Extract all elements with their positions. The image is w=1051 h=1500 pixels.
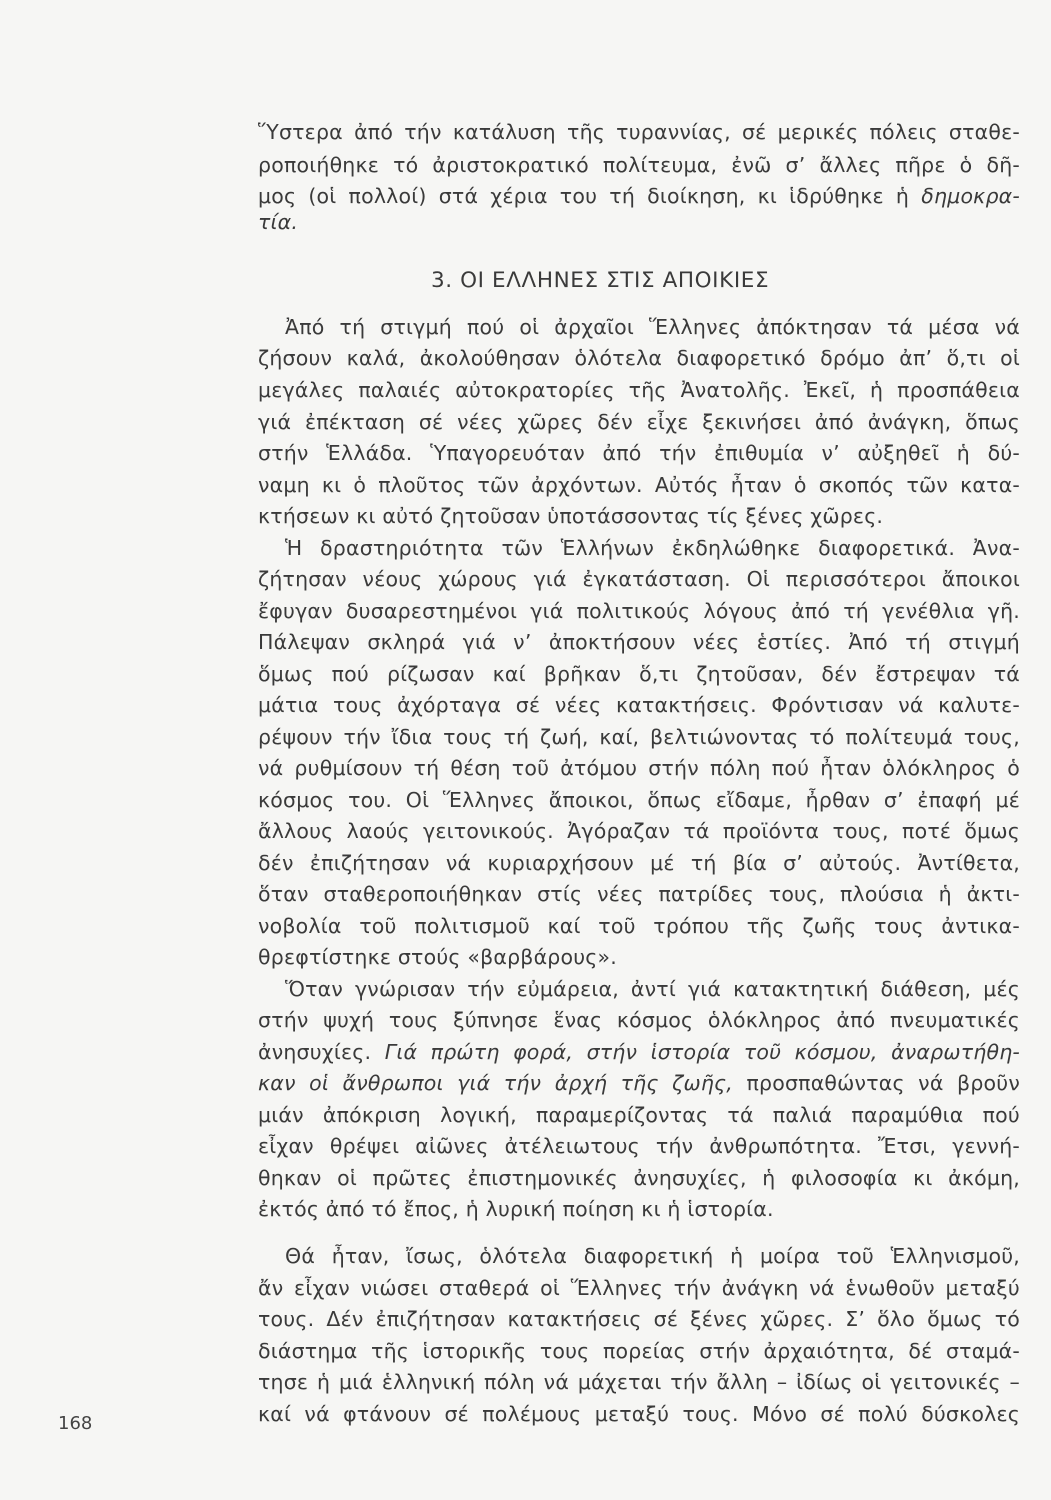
body-line-24-text: ἀνησυχίες. [258, 1040, 372, 1064]
body-line-5: στήν Ἑλλάδα. Ὑπαγορευόταν ἀπό τήν ἐπιθυμία ν’ αὐξηθεῖ ἡ δύ- [258, 441, 1020, 465]
body-line-8: Ἡ δραστηριότητα τῶν Ἑλλήνων ἐκδηλώθηκε διαφορετικά. Ἀνα- [285, 536, 1020, 560]
intro-line-1: Ὕστερα ἀπό τήν κατάλυση τῆς τυραννίας, σέ μερικές πόλεις σταθε- [258, 120, 1020, 144]
body-line-22: Ὅταν γνώρισαν τήν εὐμάρεια, ἀντί γιά κατακτητική διάθεση, μές [285, 977, 1020, 1001]
body-line-25-italic: καν οἱ ἄνθρωποι γιά τήν ἀρχή τῆς ζωῆς, [258, 1071, 733, 1095]
body-line-21: θρεφτίστηκε στούς «βαρβάρους». [258, 945, 617, 969]
body-line-24 [258, 1037, 1020, 1067]
intro-line-3-text: μος (οἱ πολλοί) στά χέρια του τή διοίκηση, κι ἱδρύθηκε ἡ [258, 184, 910, 208]
body-line-1: Ἀπό τή στιγμή πού οἱ ἀρχαῖοι Ἕλληνες ἀπόκτησαν τά μέσα νά [285, 315, 1020, 339]
intro-line-4 [258, 207, 1020, 237]
body-line-25-text: προσπαθώντας νά βροῦν [746, 1071, 1020, 1095]
body-line-12: ὅμως πού ρίζωσαν καί βρῆκαν ὅ,τι ζητοῦσαν, δέν ἔστρεψαν τά [258, 662, 1020, 686]
body-line-13: μάτια τους ἀχόρταγα σέ νέες κατακτήσεις. Φρόντισαν νά καλυτε- [258, 693, 1020, 717]
body-line-4: γιά ἐπέκταση σέ νέες χῶρες δέν εἶχε ξεκινήσει ἀπό ἀνάγκη, ὅπως [258, 410, 1020, 434]
body-line-24-italic: Γιά πρώτη φορά, στήν ἱστορία τοῦ κόσμου, ἀναρωτήθη- [384, 1040, 1020, 1064]
body-line-30: Θά ἦταν, ἴσως, ὁλότελα διαφορετική ἡ μοίρα τοῦ Ἑλληνισμοῦ, [285, 1244, 1020, 1268]
page-number: 168 [58, 1413, 93, 1434]
body-line-29: ἐκτός ἀπό τό ἔπος, ἡ λυρική ποίηση κι ἡ ἱστορία. [258, 1197, 774, 1221]
body-line-34: τησε ἡ μιά ἑλληνική πόλη νά μάχεται τήν ἄλλη – ἰδίως οἱ γειτονικές – [258, 1370, 1020, 1394]
body-line-27: εἶχαν θρέψει αἰῶνες ἀτέλειωτους τήν ἀνθρωπότητα. Ἔτσι, γεννή- [258, 1134, 1020, 1158]
body-line-11: Πάλεψαν σκληρά γιά ν’ ἀποκτήσουν νέες ἑστίες. Ἀπό τή στιγμή [258, 630, 1020, 654]
body-line-18: δέν ἐπιζήτησαν νά κυριαρχήσουν μέ τή βία σ’ αὐτούς. Ἀντίθετα, [258, 851, 1020, 875]
body-line-17: ἄλλους λαούς γειτονικούς. Ἀγόραζαν τά προϊόντα τους, ποτέ ὅμως [258, 819, 1020, 843]
intro-line-4-italic: τία. [258, 210, 299, 234]
body-line-2: ζήσουν καλά, ἀκολούθησαν ὁλότελα διαφορετικό δρόμο ἀπ’ ὅ,τι οἱ [258, 346, 1020, 370]
body-line-16: κόσμος του. Οἱ Ἕλληνες ἄποικοι, ὅπως εἴδαμε, ἦρθαν σ’ ἐπαφή μέ [258, 788, 1020, 812]
body-line-15: νά ρυθμίσουν τή θέση τοῦ ἀτόμου στήν πόλη πού ἦταν ὁλόκληρος ὁ [258, 756, 1020, 780]
intro-line-3-italic: δημοκρα- [921, 184, 1020, 208]
body-line-9: ζήτησαν νέους χώρους γιά ἐγκατάσταση. Οἱ περισσότεροι ἄποικοι [258, 567, 1020, 591]
body-line-23: στήν ψυχή τους ξύπνησε ἕνας κόσμος ὁλόκληρος ἀπό πνευματικές [258, 1008, 1020, 1032]
body-line-35: καί νά φτάνουν σέ πολέμους μεταξύ τους. Μόνο σέ πολύ δύσκολες [258, 1402, 1020, 1426]
body-line-3: μεγάλες παλαιές αὐτοκρατορίες τῆς Ἀνατολῆς. Ἐκεῖ, ἡ προσπάθεια [258, 378, 1020, 402]
body-line-28: θηκαν οἱ πρῶτες ἐπιστημονικές ἀνησυχίες, ἡ φιλοσοφία κι ἀκόμη, [258, 1166, 1020, 1190]
body-line-20: νοβολία τοῦ πολιτισμοῦ καί τοῦ τρόπου τῆς ζωῆς τους ἀντικα- [258, 914, 1020, 938]
body-line-14: ρέψουν τήν ἴδια τους τή ζωή, καί, βελτιώνοντας τό πολίτευμά τους, [258, 725, 1020, 749]
body-line-6: ναμη κι ὁ πλοῦτος τῶν ἀρχόντων. Αὐτός ἦταν ὁ σκοπός τῶν κατα- [258, 473, 1020, 497]
section-heading: 3. ΟΙ ΕΛΛΗΝΕΣ ΣΤΙΣ ΑΠΟΙΚΙΕΣ [431, 268, 770, 293]
body-line-26: μιάν ἀπόκριση λογική, παραμερίζοντας τά παλιά παραμύθια πού [258, 1103, 1020, 1127]
intro-line-2: ροποιήθηκε τό ἀριστοκρατικό πολίτευμα, ἐνῶ σ’ ἄλλες πῆρε ὁ δῆ- [258, 153, 1020, 177]
body-line-33: διάστημα τῆς ἱστορικῆς τους πορείας στήν ἀρχαιότητα, δέ σταμά- [258, 1339, 1020, 1363]
body-line-31: ἄν εἶχαν νιώσει σταθερά οἱ Ἕλληνες τήν ἀνάγκη νά ἑνωθοῦν μεταξύ [258, 1276, 1020, 1300]
body-line-7: κτήσεων κι αὐτό ζητοῦσαν ὑποτάσσοντας τίς ξένες χῶρες. [258, 504, 884, 528]
body-line-25 [258, 1068, 1020, 1098]
body-line-32: τους. Δέν ἐπιζήτησαν κατακτήσεις σέ ξένες χῶρες. Σ’ ὅλο ὅμως τό [258, 1307, 1020, 1331]
body-line-19: ὅταν σταθεροποιήθηκαν στίς νέες πατρίδες τους, πλούσια ἡ ἀκτι- [258, 882, 1020, 906]
body-line-10: ἔφυγαν δυσαρεστημένοι γιά πολιτικούς λόγους ἀπό τή γενέθλια γῆ. [258, 599, 1020, 623]
